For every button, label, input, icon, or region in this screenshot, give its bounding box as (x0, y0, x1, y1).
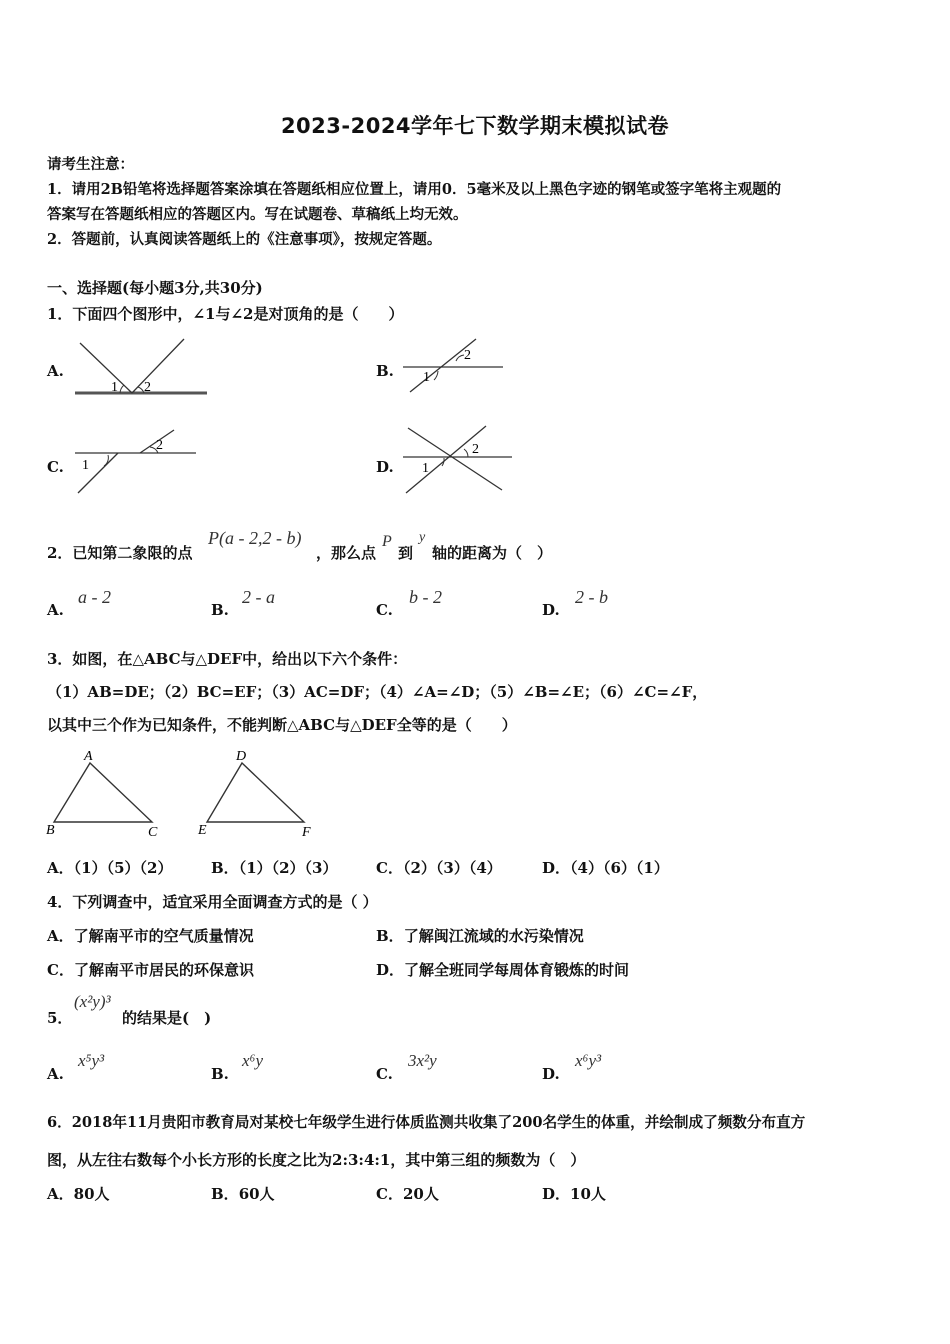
q2-option-a-expr: a - 2 (78, 587, 111, 607)
q5-expression: (x²y)³ (74, 992, 111, 1011)
q3-question: 以其中三个作为已知条件，不能判断△ABC与△DEF全等的是（ ） (47, 716, 517, 734)
q4-option-d: D．了解全班同学每周体育锻炼的时间 (376, 961, 630, 979)
q1-option-b-label: B. (376, 362, 394, 380)
q1-stem: 1．下面四个图形中，∠1与∠2是对顶角的是（ ） (47, 305, 404, 323)
q6-line-2: 图，从左往右数每个小长方形的长度之比为2:3:4:1，其中第三组的频数为（ ） (47, 1151, 586, 1169)
q4-option-a: A．了解南平市的空气质量情况 (47, 927, 254, 945)
q1-figure-b (398, 335, 508, 397)
q1-d-angle-1: 1 (422, 461, 429, 476)
q2-stem-mid: ，那么点 (316, 544, 377, 562)
notice-line-3: 2．答题前，认真阅读答题纸上的《注意事项》，按规定答题。 (47, 231, 442, 248)
q1-a-angle-1: 1 (111, 380, 118, 395)
q1-b-angle-2: 2 (464, 348, 471, 363)
q3-vertex-e: E (198, 823, 207, 838)
notice-line-1: 1．请用2B铅笔将选择题答案涂填在答题纸相应位置上，请用0．5毫米及以上黑色字迹的钢笔或签字笔将主观题的 (47, 181, 782, 198)
q4-option-c: C．了解南平市居民的环保意识 (47, 961, 254, 979)
q2-option-b-expr: 2 - a (242, 587, 275, 607)
q5-option-c-expr: 3x²y (408, 1051, 437, 1070)
q3-option-a: A．（1）（5）（2） (47, 859, 173, 877)
q2-option-b-label: B. (211, 601, 229, 619)
q2-point-p: P (382, 533, 392, 550)
q3-option-d: D．（4）（6）（1） (542, 859, 669, 877)
q6-option-a: A．80人 (47, 1185, 110, 1203)
q1-figure-a (70, 335, 210, 400)
q1-b-angle-1: 1 (423, 370, 430, 385)
q1-option-d-label: D. (376, 458, 394, 476)
q1-c-angle-2: 2 (156, 438, 163, 453)
q5-option-c-label: C. (376, 1065, 393, 1083)
q4-option-b: B．了解闽江流域的水污染情况 (376, 927, 584, 945)
q3-triangle-def (194, 745, 324, 840)
q1-figure-d (398, 422, 516, 496)
q5-option-d-expr: x⁶y³ (575, 1051, 602, 1070)
q5-stem-post: 的结果是( ) (122, 1009, 212, 1027)
q5-option-a-expr: x⁵y³ (78, 1051, 105, 1070)
q1-option-a-label: A. (47, 362, 64, 380)
q5-option-a-label: A. (47, 1065, 64, 1083)
q6-option-b: B．60人 (211, 1185, 275, 1203)
q2-option-a-label: A. (47, 601, 64, 619)
q2-option-c-label: C. (376, 601, 393, 619)
q2-stem-to: 到 (398, 544, 414, 562)
q5-option-d-label: D. (542, 1065, 560, 1083)
page-title: 2023-2024学年七下数学期末模拟试卷 (280, 114, 670, 138)
q1-c-angle-1: 1 (82, 458, 89, 473)
notice-heading: 请考生注意： (47, 156, 134, 173)
q6-line-1: 6．2018年11月贵阳市教育局对某校七年级学生进行体质监测共收集了200名学生的体重，并绘制成了频数分布直方 (47, 1114, 806, 1131)
q3-vertex-d: D (236, 749, 247, 764)
q2-axis-y: y (419, 530, 426, 545)
q3-vertex-c: C (148, 825, 158, 840)
q5-option-b-label: B. (211, 1065, 229, 1083)
section-heading: 一、选择题(每小题3分,共30分) (47, 279, 263, 297)
q4-stem: 4．下列调查中，适宜采用全面调查方式的是（ ） (47, 893, 378, 911)
q3-option-b: B．（1）（2）（3） (211, 859, 338, 877)
q2-stem-pre: 2．已知第二象限的点 (47, 544, 193, 562)
q6-option-c: C．20人 (376, 1185, 439, 1203)
q3-option-c: C．（2）（3）（4） (376, 859, 502, 877)
q1-d-angle-2: 2 (472, 442, 479, 457)
q5-number: 5． (47, 1009, 73, 1027)
q2-option-d-label: D. (542, 601, 560, 619)
q1-a-angle-2: 2 (144, 380, 151, 395)
q5-option-b-expr: x⁶y (242, 1051, 264, 1070)
q2-point: P(a - 2,2 - b) (208, 528, 302, 548)
q3-conditions: （1）AB=DE；（2）BC=EF；（3）AC=DF；（4）∠A=∠D；（5）∠B=∠E；（6）∠C=∠F， (47, 683, 708, 701)
q6-option-d: D．10人 (542, 1185, 606, 1203)
q3-triangle-abc (44, 745, 174, 840)
q2-option-d-expr: 2 - b (575, 587, 608, 607)
q2-option-c-expr: b - 2 (409, 587, 442, 607)
q3-vertex-f: F (302, 825, 311, 840)
q3-vertex-a: A (84, 749, 93, 764)
q3-stem: 3．如图，在△ABC与△DEF中，给出以下六个条件： (47, 650, 408, 668)
q2-stem-post: 轴的距离为（ ） (432, 544, 553, 562)
q1-figure-c (70, 428, 200, 496)
notice-line-2: 答案写在答题纸相应的答题区内。写在试题卷、草稿纸上均无效。 (47, 206, 468, 223)
q3-vertex-b: B (46, 823, 55, 838)
q1-option-c-label: C. (47, 458, 64, 476)
